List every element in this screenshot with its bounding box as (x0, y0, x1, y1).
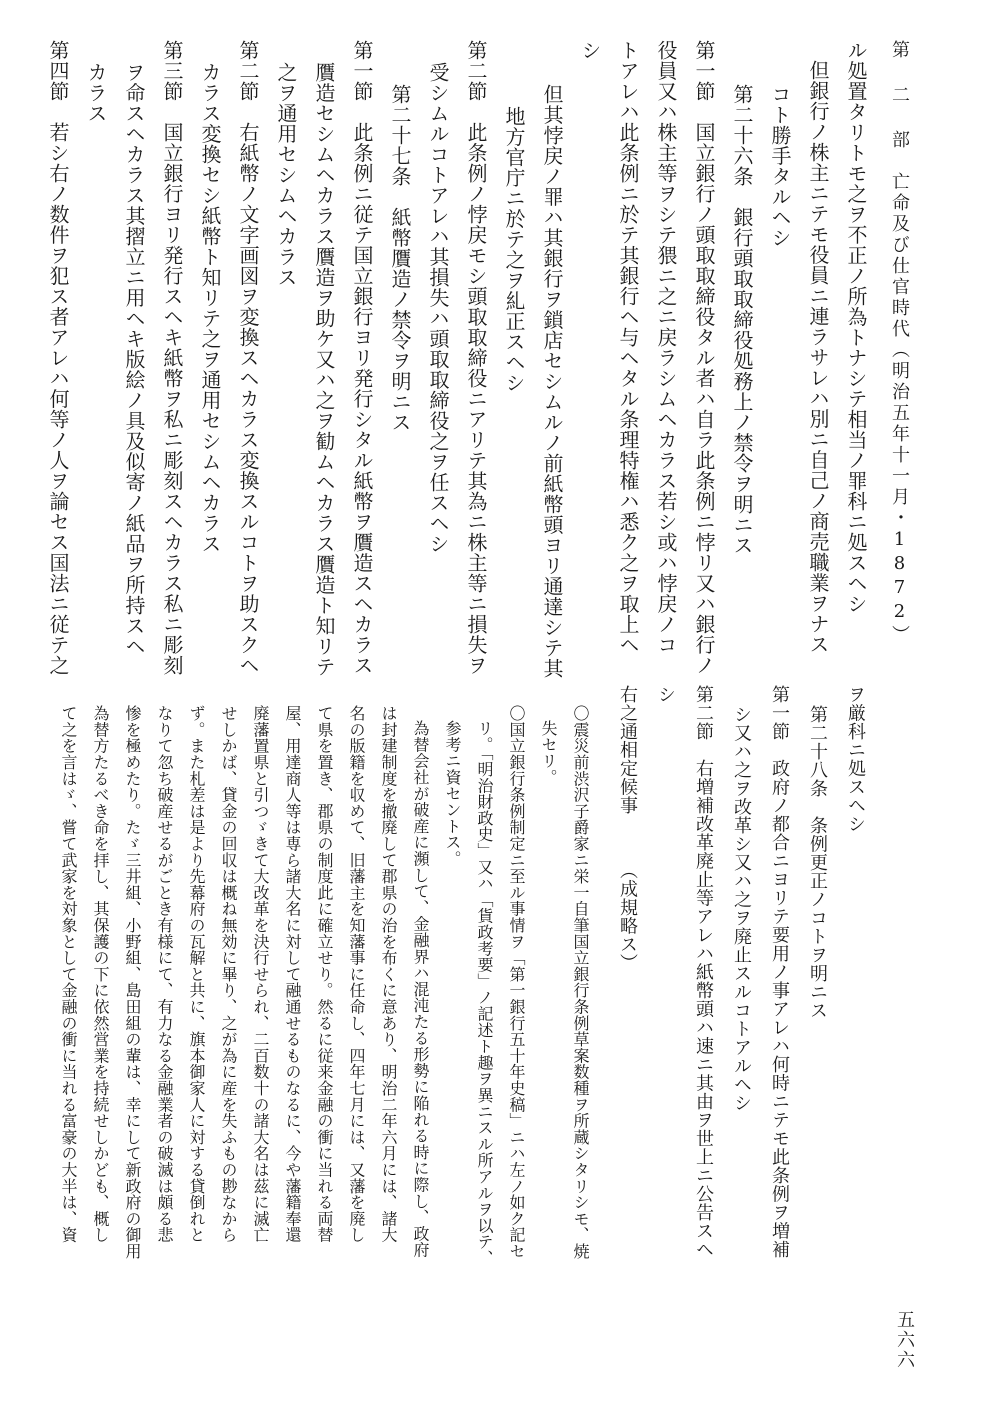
note-column: 名の版籍を収めて、旧藩主を知藩事に任命し、四年七月には、又藩を廃し (347, 705, 366, 1243)
text-column: シ (655, 685, 676, 704)
note-column: 〇震災前渋沢子爵家ニ栄一自筆国立銀行条例草案数種ヲ所蔵シタリシモ、焼 (571, 705, 590, 1260)
note-column: 屋、用達商人等は専ら諸大名に対して融通せるものなるに、今や藩籍奉還 (283, 705, 302, 1243)
text-column: 役員又ハ株主等ヲシテ猥ニ之ニ戻ラシムヘカラス若シ或ハ悖戻ノコ (654, 40, 678, 655)
text-column: 地方官庁ニ於テ之ヲ糺正スヘシ (502, 106, 526, 393)
note-column: なりて忽ち破産せるがごとき有様にて、有力なる金融業者の破滅は頗る悲 (155, 705, 174, 1243)
text-column: ヲ厳科ニ処スヘシ (845, 685, 866, 833)
note-column: 為替会社が破産に瀕して、金融界ハ混沌たる形勢に陥れる時に際し、政府 (411, 720, 430, 1258)
note-column: 参考ニ資セントス。 (443, 720, 462, 867)
text-column: 第一節 此条例ニ従テ国立銀行ヨリ発行シタル紙幣ヲ贋造スヘカラス (350, 40, 374, 676)
text-column: ル処置タリトモ之ヲ不正ノ所為トナシテ相当ノ罪科ニ処スヘシ (844, 40, 868, 614)
text-column: コト勝手タルヘシ (768, 84, 792, 248)
running-head: 第 二 部 亡命及び仕官時代（明治五年十一月・1872） (889, 40, 910, 646)
text-column: 第三節 国立銀行ヨリ発行スヘキ紙幣ヲ私ニ彫刻スヘカラス私ニ彫刻 (160, 40, 184, 676)
text-column: 第二節 右紙幣ノ文字画図ヲ変換スヘカラス変換スルコトヲ助スクヘ (236, 40, 260, 676)
text-column: 但銀行ノ株主ニテモ役員ニ連ラサレハ別ニ自己ノ商売職業ヲナス (806, 60, 830, 655)
text-column: 之ヲ通用セシムヘカラス (274, 62, 298, 288)
article-heading: 第二十六条 銀行頭取取締役処務上ノ禁令ヲ明ニス (730, 84, 754, 556)
text-column: シ又ハ之ヲ改革シ又ハ之ヲ廃止スルコトアルヘシ (731, 705, 752, 1112)
note-column: 失セリ。 (539, 720, 558, 786)
text-column: 右之通相定候事 （成規略ス） (617, 685, 638, 972)
note-column: は封建制度を撤廃して郡県の治を布くに意あり、明治二年六月には、諸大 (379, 705, 398, 1243)
text-column: 第二節 右増補改革廃止等アレハ紙幣頭ハ速ニ其由ヲ世上ニ公告スヘ (693, 685, 714, 1259)
note-column: ず。また札差は是より先幕府の瓦解と共に、旗本御家人に対する貸倒れと (187, 705, 206, 1243)
note-column: て之を言はゞ、嘗て武家を対象として金融の衝に当れる富豪の大半は、資 (59, 705, 78, 1243)
article-heading: 第二十七条 紙幣贋造ノ禁令ヲ明ニス (388, 84, 412, 433)
note-column: 為替方たるべき命を拝し、其保護の下に依然営業を持続せしかども、概し (91, 705, 110, 1243)
text-column: シ (578, 40, 602, 61)
text-column: カラス変換セシ紙幣ト知リテ之ヲ通用セシムヘカラス (198, 62, 222, 554)
note-column: て県を置き、郡県の制度此に確立せり。然るに従来金融の衝に当れる両替 (315, 705, 334, 1243)
article-heading: 第二十八条 条例更正ノコトヲ明ニス (807, 705, 828, 1020)
note-column: せしかば、貸金の回収は概ね無効に畢り、之が為に産を失ふもの尠なから (219, 705, 238, 1243)
note-column: 〇国立銀行条例制定ニ至ル事情ヲ「第一銀行五十年史稿」ニハ左ノ如ク記セ (507, 705, 526, 1260)
text-column: 第一節 政府ノ都合ニヨリテ要用ノ事アレハ何時ニテモ此条例ヲ増補 (769, 685, 790, 1259)
page-number: 五六六 (894, 1310, 915, 1370)
note-column: 廃藩置県と引つゞきて大改革を決行せられ、二百数十の諸大名は茲に滅亡 (251, 705, 270, 1243)
text-column: 但其悖戻ノ罪ハ其銀行ヲ鎖店セシムルノ前紙幣頭ヨリ通達シテ其 (540, 84, 564, 679)
text-column: 第二節 此条例ノ悖戻モシ頭取取締役ニアリテ其為ニ株主等ニ損失ヲ (464, 40, 488, 676)
text-column: ヲ命スヘカラス其摺立ニ用ヘキ版絵ノ具及似寄ノ紙品ヲ所持スヘ (122, 62, 146, 657)
text-column: カラス (84, 62, 108, 124)
note-column: リ。「明治財政史」又ハ「貨政考要」ノ記述ト趣ヲ異ニスル所アルヲ以テ、 (475, 720, 494, 1267)
text-column: 第四節 若シ右ノ数件ヲ犯ス者アレハ何等ノ人ヲ論セス国法ニ従テ之 (46, 40, 70, 676)
text-column: トアレハ此条例ニ於テ其銀行ヘ与ヘタル条理特権ハ悉ク之ヲ取上ヘ (616, 40, 640, 655)
text-column: 第一節 国立銀行ノ頭取取締役タル者ハ自ラ此条例ニ悖リ又ハ銀行ノ (692, 40, 716, 676)
note-column: 惨を極めたり。たゞ三井組、小野組、島田組の輩は、幸にして新政府の御用 (123, 705, 142, 1260)
text-column: 贋造セシムヘカラス贋造ヲ助ケ又ハ之ヲ勧ムヘカラス贋造ト知リテ (312, 62, 336, 677)
text-column: 受シムルコトアレハ其損失ハ頭取取締役之ヲ任スヘシ (426, 62, 450, 554)
